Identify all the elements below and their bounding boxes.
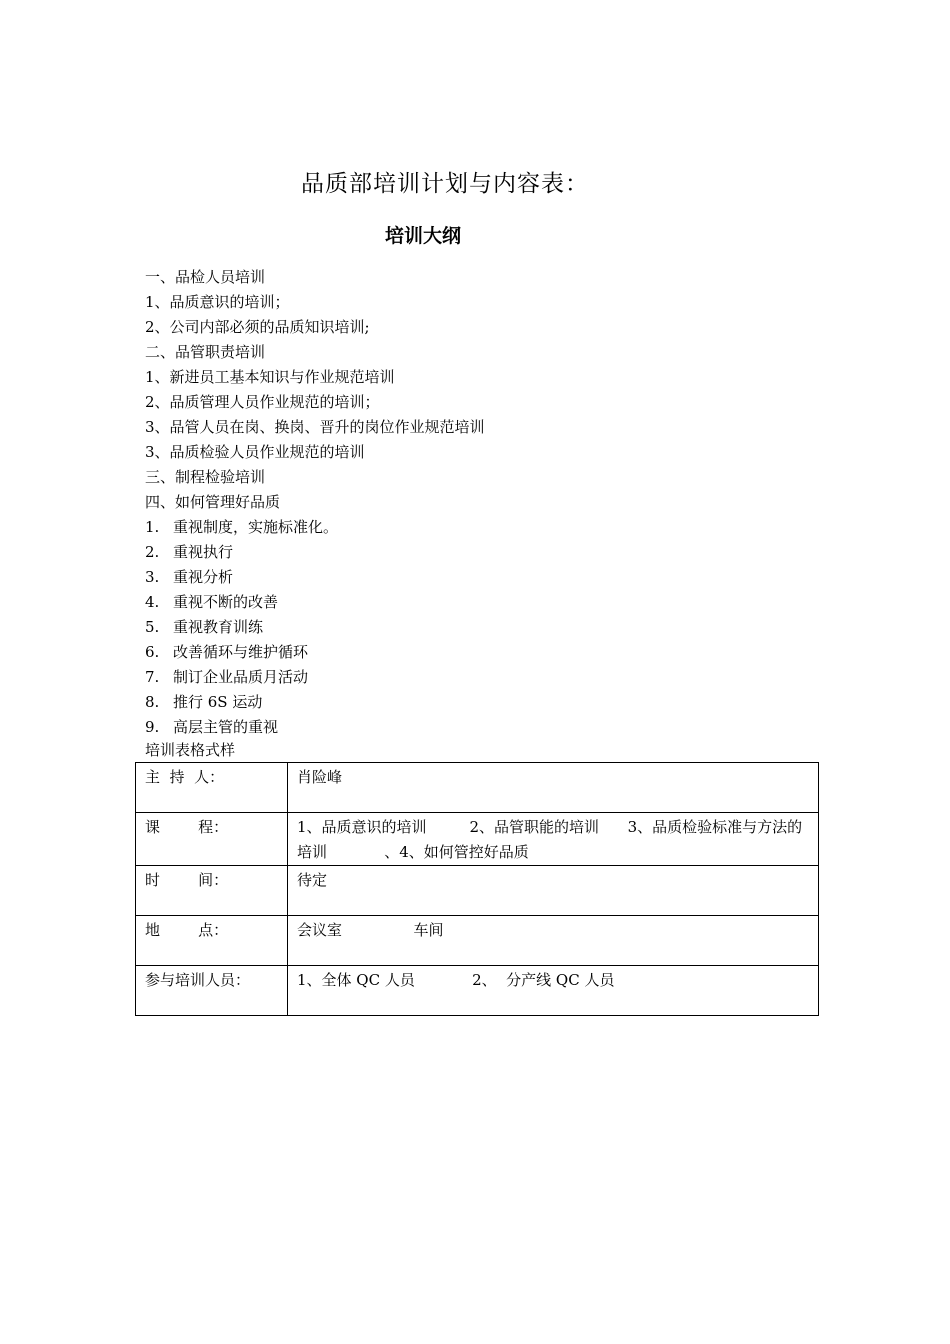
form-label-cell (136, 866, 288, 916)
form-label-cell (136, 813, 288, 866)
form-label-cell (136, 763, 288, 813)
outline-item-text: 三、制程检验培训 (145, 468, 266, 486)
form-value-cell (288, 966, 819, 1016)
outline-item-text: 2、品质管理人员作业规范的培训； (145, 393, 380, 411)
course-value: 1、品质意识的培训 2、品管职能的培训 3、品质检验标准与方法的培训 、4、如何管控好品质 (297, 818, 803, 861)
outline-item-text: 改善循环与维护循环 (173, 643, 309, 661)
host-label: 主 持 人： (145, 768, 225, 786)
outline-item (145, 390, 485, 415)
form-row-course (136, 813, 819, 866)
outline-item-text: 重视分析 (173, 568, 234, 586)
training-form-table (135, 762, 819, 1016)
numbered-item (145, 715, 485, 740)
outline-item (145, 265, 485, 290)
numbered-item (145, 640, 485, 665)
outline-item-text: 一、品检人员培训 (145, 268, 266, 286)
outline-item (145, 490, 485, 515)
item-number: 1. (145, 518, 160, 536)
outline-item-text: 推行 6S 运动 (173, 693, 263, 711)
form-value-cell (288, 916, 819, 966)
form-value-cell (288, 763, 819, 813)
outline-item (145, 365, 485, 390)
outline-item (145, 290, 485, 315)
host-value: 肖险峰 (297, 768, 343, 786)
training-outline (145, 265, 485, 740)
numbered-item (145, 665, 485, 690)
outline-item-text: 重视教育训练 (173, 618, 264, 636)
page-title: 品质部培训计划与内容表： (301, 171, 589, 197)
form-row-host (136, 763, 819, 813)
outline-item-text: 3、品管人员在岗、换岗、晋升的岗位作业规范培训 (145, 418, 485, 436)
outline-item (145, 340, 485, 365)
outline-item-text: 3、品质检验人员作业规范的培训 (145, 443, 365, 461)
item-number: 7. (145, 668, 160, 686)
outline-item (145, 465, 485, 490)
numbered-item (145, 540, 485, 565)
numbered-item (145, 690, 485, 715)
form-value-cell (288, 866, 819, 916)
outline-item-text: 重视制度，实施标准化。 (173, 518, 339, 536)
outline-item (145, 440, 485, 465)
location-value: 会议室 车间 (297, 921, 444, 939)
outline-item-text: 制订企业品质月活动 (173, 668, 309, 686)
time-label: 时 间： (145, 871, 229, 889)
item-number: 8. (145, 693, 160, 711)
outline-item (145, 315, 485, 340)
form-row-participants (136, 966, 819, 1016)
outline-item-text: 二、品管职责培训 (145, 343, 266, 361)
item-number: 9. (145, 718, 160, 736)
location-label: 地 点： (145, 921, 229, 939)
outline-item-text: 高层主管的重视 (173, 718, 279, 736)
outline-item-text: 2、公司内部必须的品质知识培训; (145, 318, 370, 336)
form-row-time (136, 866, 819, 916)
numbered-item (145, 615, 485, 640)
form-row-location (136, 916, 819, 966)
participants-label: 参与培训人员： (145, 971, 251, 989)
item-number: 4. (145, 593, 160, 611)
outline-item-text: 1、品质意识的培训； (145, 293, 290, 311)
outline-item-text: 四、如何管理好品质 (145, 493, 281, 511)
participants-value: 1、全体 QC 人员 2、 分产线 QC 人员 (297, 971, 615, 989)
form-value-cell (288, 813, 819, 866)
time-value: 待定 (297, 871, 328, 889)
table-caption: 培训表格式样 (145, 741, 236, 759)
numbered-item (145, 515, 485, 540)
outline-item (145, 415, 485, 440)
outline-item-text: 重视执行 (173, 543, 234, 561)
numbered-item (145, 590, 485, 615)
item-number: 5. (145, 618, 160, 636)
item-number: 2. (145, 543, 160, 561)
outline-item-text: 1、新进员工基本知识与作业规范培训 (145, 368, 395, 386)
outline-item-text: 重视不断的改善 (173, 593, 279, 611)
form-label-cell (136, 916, 288, 966)
numbered-item (145, 565, 485, 590)
form-label-cell (136, 966, 288, 1016)
item-number: 3. (145, 568, 160, 586)
section-subtitle: 培训大纲 (384, 225, 461, 247)
item-number: 6. (145, 643, 160, 661)
course-label: 课 程： (145, 818, 229, 836)
